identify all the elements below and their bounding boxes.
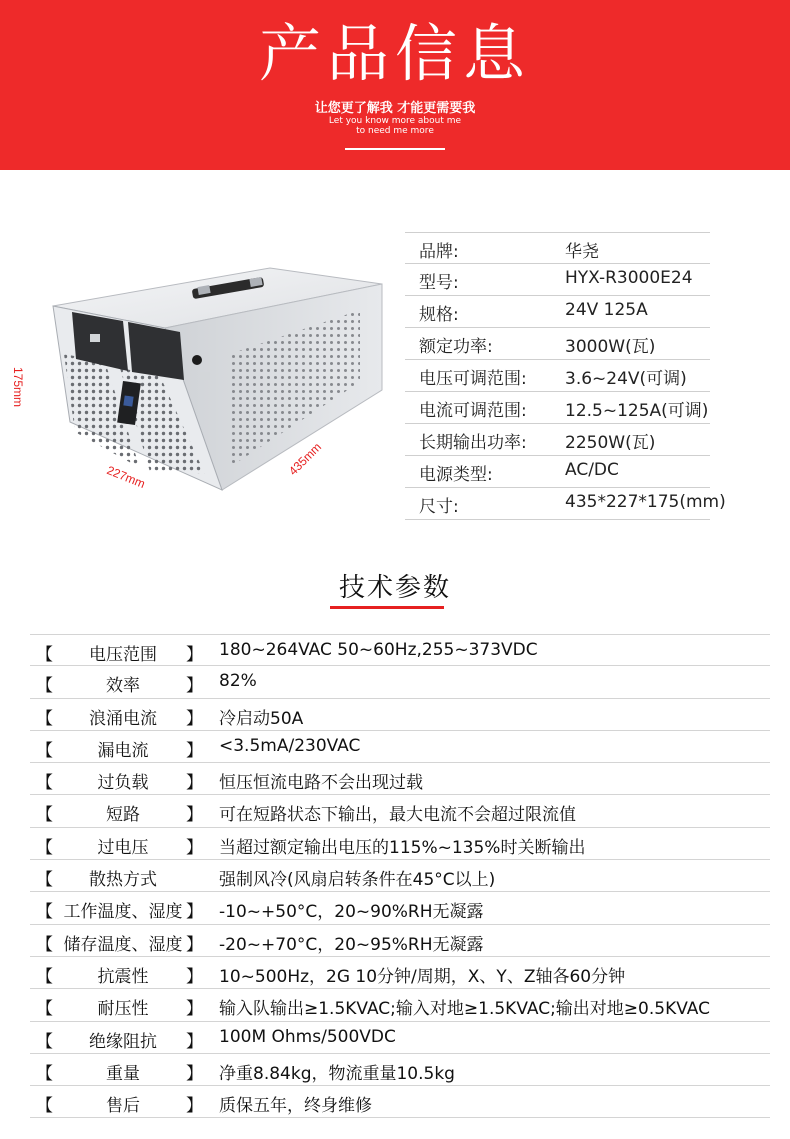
spec-value: 质保五年，终身维修 [219,1096,372,1117]
bracket-right: 】 [186,966,203,987]
bracket-left: 【 [36,999,53,1020]
info-value: 435*227*175(mm) [565,492,726,512]
spec-key: 过电压 [97,837,149,858]
spec-value: 净重8.84kg，物流重量10.5kg [219,1063,455,1084]
spec-row [30,860,770,892]
info-key: 电源类型: [419,465,493,485]
info-row [405,392,710,424]
bracket-left: 【 [36,740,53,761]
bracket-right: 】 [186,999,203,1020]
bracket-right: 】 [186,708,203,729]
info-key: 长期输出功率: [419,433,527,453]
info-row [405,456,710,488]
info-value: 华尧 [565,242,599,262]
product-image [11,262,395,552]
bracket-right: 】 [186,934,203,955]
bracket-left: 【 [36,1063,53,1084]
power-supply-illustration [20,262,395,552]
bracket-right: 】 [186,837,203,858]
spec-key: 工作温度、湿度 [63,902,183,923]
spec-key: 漏电流 [97,740,149,761]
spec-key: 储存温度、湿度 [63,934,183,955]
spec-value: -10~+50°C，20~90%RH无凝露 [219,902,484,923]
spec-row [30,763,770,795]
info-value: HYX-R3000E24 [565,268,693,288]
bracket-right: 】 [186,645,203,665]
info-row [405,264,710,296]
spec-key: 效率 [106,676,140,697]
bracket-right: 】 [186,740,203,761]
spec-row [30,925,770,957]
spec-row [30,731,770,763]
spec-key: 绝缘阻抗 [89,1031,157,1052]
info-row [405,424,710,456]
spec-key: 售后 [106,1096,140,1117]
bracket-right: 】 [186,1063,203,1084]
english-tagline-line2: to need me more [356,126,434,136]
bracket-left: 【 [36,870,53,891]
spec-row [30,957,770,989]
product-info-table [405,232,726,520]
spec-key: 短路 [106,805,140,826]
bracket-left: 【 [36,805,53,826]
bracket-left: 【 [36,773,53,794]
info-row [405,232,710,264]
info-value: AC/DC [565,460,619,480]
spec-value: 输入队输出≥1.5KVAC;输入对地≥1.5KVAC;输出对地≥0.5KVAC [219,999,710,1020]
spec-key: 抗震性 [97,966,149,987]
info-key: 规格: [419,305,459,325]
info-key: 电压可调范围: [419,369,527,389]
bracket-right: 】 [186,1096,203,1117]
spec-key: 过负载 [97,773,149,794]
spec-key: 耐压性 [97,999,149,1020]
spec-row [30,1086,770,1118]
spec-value: 10~500Hz，2G 10分钟/周期，X、Y、Z轴各60分钟 [219,966,626,987]
bracket-left: 【 [36,1096,53,1117]
info-key: 额定功率: [419,337,493,357]
info-row [405,488,726,520]
header-divider [345,148,445,150]
info-value: 12.5~125A(可调) [565,401,709,421]
spec-value: <3.5mA/230VAC [219,735,361,756]
spec-value: 180~264VAC 50~60Hz,255~373VDC [219,640,538,660]
info-key: 型号: [419,273,459,293]
bracket-right: 】 [186,773,203,794]
spec-row [30,634,770,666]
bracket-right: 】 [186,676,203,697]
spec-value: 82% [219,671,257,692]
info-row [405,328,710,360]
spec-row [30,795,770,827]
spec-value: 可在短路状态下输出，最大电流不会超过限流值 [219,805,576,826]
spec-value: 强制风冷(风扇启转条件在45°C以上) [219,870,496,891]
spec-value: 当超过额定输出电压的115%~135%时关断输出 [219,837,586,858]
info-value: 2250W(瓦) [565,433,656,453]
spec-row [30,828,770,860]
page-title: 产品信息 [258,17,531,90]
bracket-left: 【 [36,645,53,665]
dimension-width-label: 227mm [104,463,148,491]
spec-value: 100M Ohms/500VDC [219,1026,396,1047]
bracket-right: 】 [186,902,203,923]
dimension-height-label: 175mm [11,366,26,408]
dimension-length-label: 435mm [285,439,325,479]
spec-section-title: 技术参数 [338,573,451,603]
spec-key: 电压范围 [89,645,157,665]
spec-row [30,989,770,1021]
spec-value: 冷启动50A [219,708,304,729]
info-row [405,360,710,392]
bracket-right: 】 [186,1031,203,1052]
spec-table [30,634,770,1118]
spec-row [30,1054,770,1086]
bracket-left: 【 [36,1031,53,1052]
spec-value: 恒压恒流电路不会出现过载 [219,773,423,794]
english-tagline [0,116,790,136]
spec-row [30,1022,770,1054]
spec-value: -20~+70°C，20~95%RH无凝露 [219,934,484,955]
info-value: 24V 125A [565,300,648,320]
spec-key: 散热方式 [89,870,157,891]
info-key: 尺寸: [419,497,459,517]
info-row [405,296,710,328]
bracket-left: 【 [36,837,53,858]
info-key: 品牌: [419,242,459,262]
spec-title-underline [330,606,444,609]
bracket-left: 【 [36,934,53,955]
spec-key: 重量 [106,1063,140,1084]
bracket-left: 【 [36,966,53,987]
spec-row [30,892,770,924]
spec-key: 浪涌电流 [89,708,157,729]
spec-row [30,699,770,731]
info-value: 3000W(瓦) [565,337,656,357]
bracket-left: 【 [36,902,53,923]
page-subtitle: 让您更了解我 才能更需要我 [314,101,476,116]
info-key: 电流可调范围: [419,401,527,421]
spec-row [30,666,770,698]
bracket-right: 】 [186,805,203,826]
bracket-left: 【 [36,708,53,729]
info-value: 3.6~24V(可调) [565,369,687,389]
bracket-left: 【 [36,676,53,697]
english-tagline-line1: Let you know more about me [328,116,462,126]
header-banner [0,0,790,170]
